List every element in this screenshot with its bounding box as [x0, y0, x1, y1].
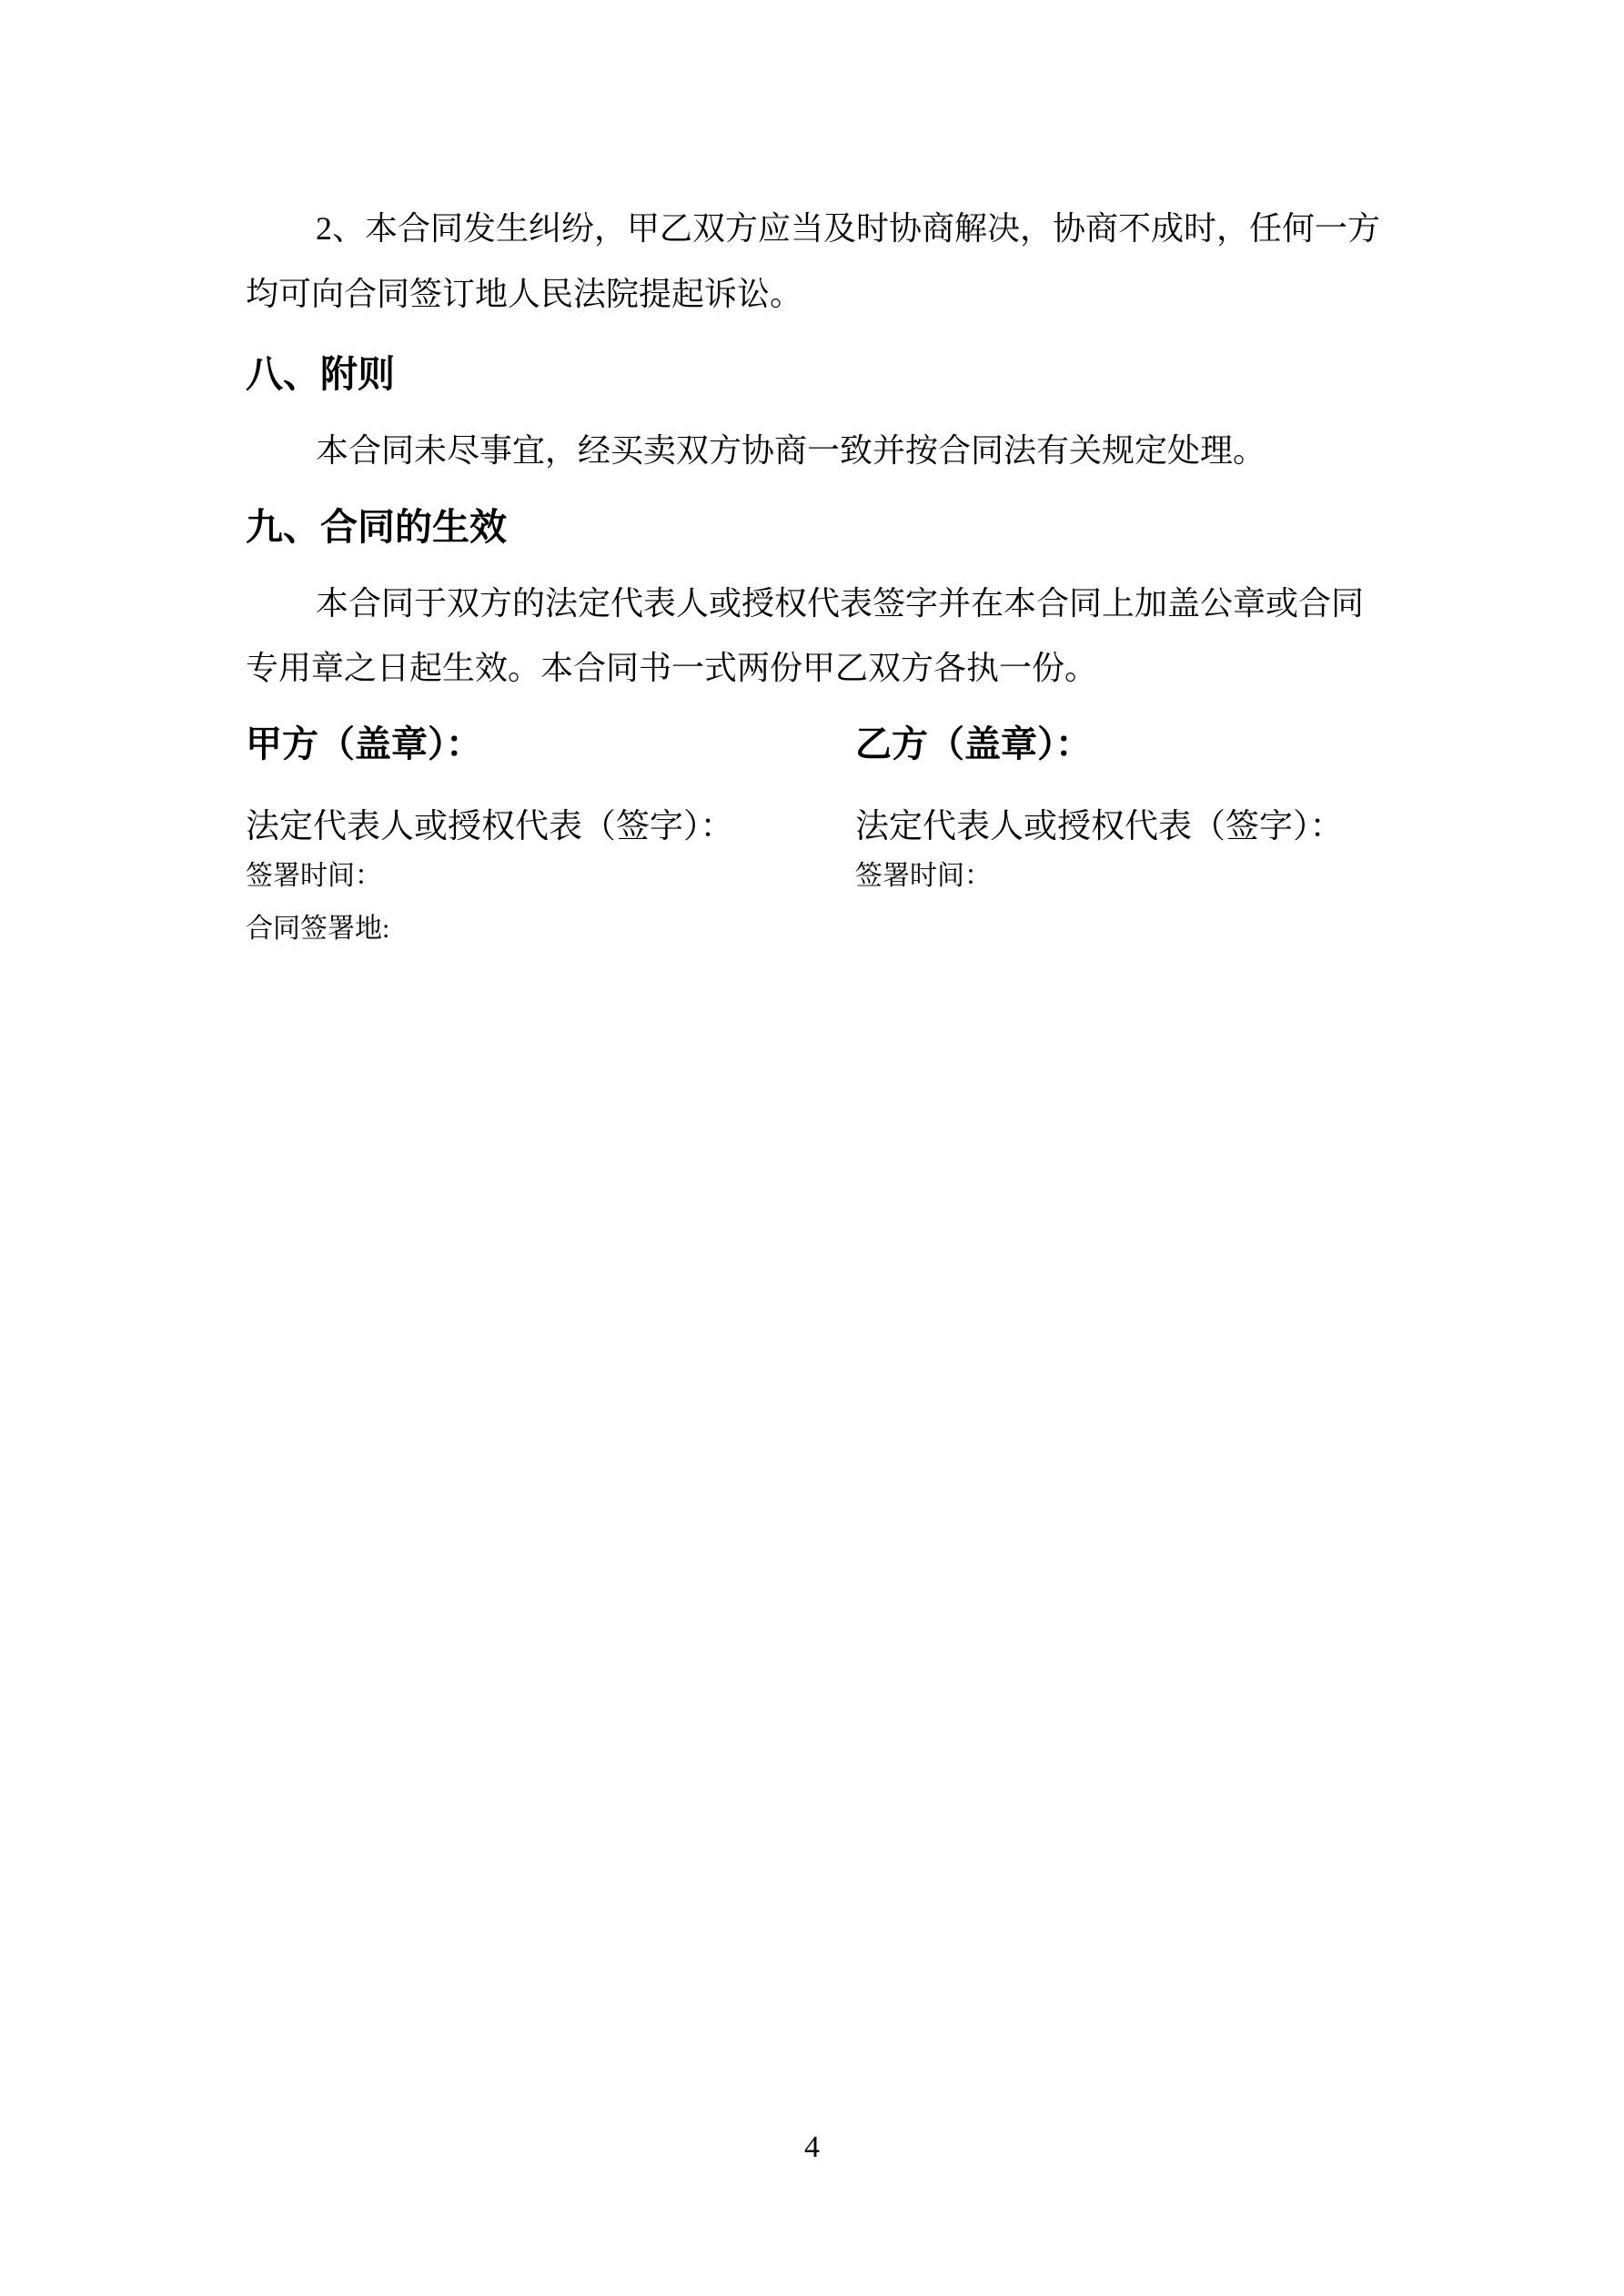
section-8-heading: 八、附则	[246, 353, 395, 395]
section-8-body: 本合同未尽事宜，经买卖双方协商一致并按合同法有关规定处理。	[316, 432, 1266, 469]
section-9-body-line1: 本合同于双方的法定代表人或授权代表签字并在本合同上加盖公章或合同	[316, 585, 1365, 622]
contract-sign-place-label: 合同签署地:	[246, 914, 390, 944]
party-b-representative-sign-label: 法定代表人或授权代表（签字）：	[855, 808, 1344, 845]
party-a-sign-time-label: 签署时间：	[246, 861, 382, 891]
party-b-seal-label: 乙方（盖章）：	[855, 723, 1092, 764]
dispute-clause-line2: 均可向合同签订地人民法院提起诉讼。	[246, 276, 803, 312]
party-b-sign-time-label: 签署时间：	[855, 861, 992, 891]
dispute-clause-line1: 2、本合同发生纠纷，甲乙双方应当及时协商解决，协商不成时，任何一方	[316, 210, 1381, 247]
page-number: 4	[804, 2130, 820, 2164]
party-a-representative-sign-label: 法定代表人或授权代表（签字）：	[246, 808, 734, 845]
section-9-heading: 九、合同的生效	[246, 506, 507, 548]
section-9-body-line2: 专用章之日起生效。本合同书一式两份甲乙双方各执一份。	[246, 650, 1098, 686]
party-a-seal-label: 甲方（盖章）：	[246, 723, 482, 764]
